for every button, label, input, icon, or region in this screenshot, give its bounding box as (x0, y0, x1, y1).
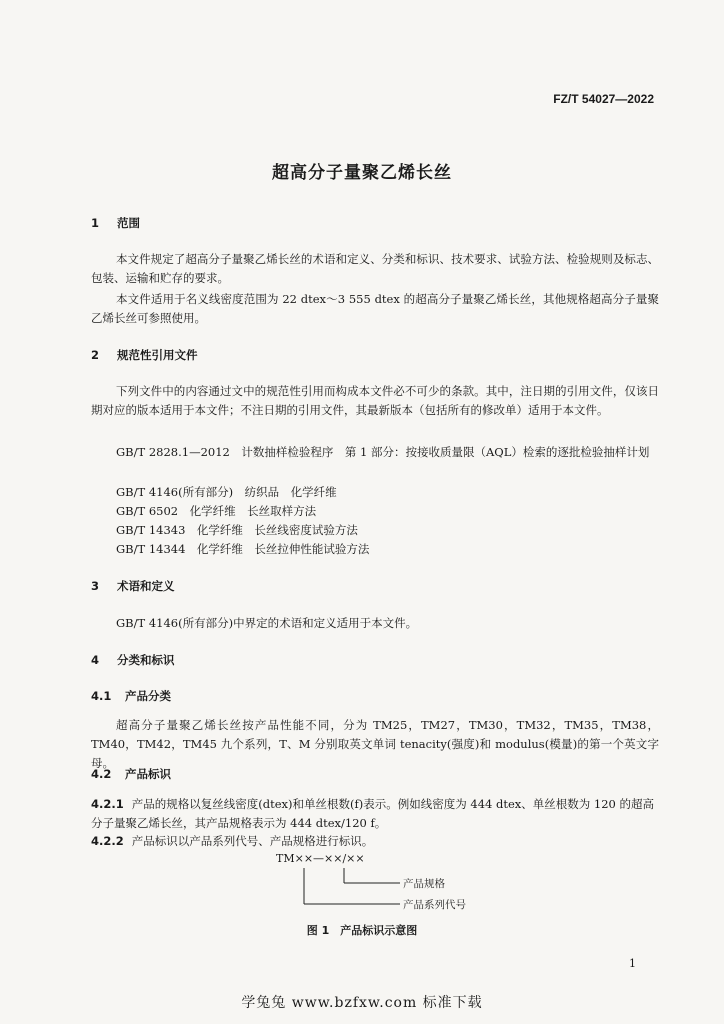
section-number: 4 (91, 653, 100, 667)
section-4-heading (91, 652, 175, 668)
section-3-heading (91, 578, 175, 594)
section-1-para-2: 本文件适用于名义线密度范围为 22 dtex～3 555 dtex 的超高分子量聚乙烯长丝，其他规格超高分子量聚乙烯长丝可参照使用。 (91, 292, 659, 325)
subsection-number: 4.2 (91, 767, 112, 781)
subsection-4-1-heading (91, 688, 171, 704)
section-2-heading (91, 347, 198, 363)
clause-text: 产品标识以产品系列代号、产品规格进行标识。 (131, 834, 374, 848)
clause-4-2-1 (91, 795, 661, 833)
section-1-heading (91, 215, 140, 231)
reference-item: GB/T 14344 化学纤维 长丝拉伸性能试验方法 (116, 542, 370, 556)
section-2-para-1: 下列文件中的内容通过文中的规范性引用而构成本文件必不可少的条款。其中，注日期的引用文件，仅该日期对应的版本适用于本文件；不注日期的引用文件，其最新版本（包括所有的修改单）适用于本文件。 (91, 384, 659, 417)
section-title: 术语和定义 (117, 579, 175, 593)
reference-item: GB/T 2828.1—2012 计数抽样检验程序 第 1 部分：按接收质量限（AQL）检索的逐批检验抽样计划 (116, 445, 650, 459)
figure-caption: 图 1 产品标识示意图 (306, 924, 418, 937)
section-title: 规范性引用文件 (117, 348, 198, 362)
label-series-code: 产品系列代号 (403, 899, 466, 911)
section-title: 分类和标识 (117, 653, 175, 667)
section-number: 3 (91, 579, 100, 593)
reference-item: GB/T 4146(所有部分) 纺织品 化学纤维 (116, 485, 337, 499)
section-title: 范围 (117, 216, 141, 230)
clause-number: 4.2.2 (91, 834, 124, 848)
section-number: 1 (91, 216, 100, 230)
subsection-4-1-para: 超高分子量聚乙烯长丝按产品性能不同，分为 TM25，TM27，TM30，TM32，TM35，TM38，TM40，TM42，TM45 九个系列，T、M 分别取英文单词 tenacity(强度)和 modulus(模量)的第一个英文字母。 (91, 718, 659, 770)
page-number: 1 (629, 957, 636, 970)
subsection-title: 产品分类 (125, 689, 172, 703)
section-1-para-1: 本文件规定了超高分子量聚乙烯长丝的术语和定义、分类和标识、技术要求、试验方法、检验规则及标志、包装、运输和贮存的要求。 (91, 252, 659, 285)
reference-item: GB/T 6502 化学纤维 长丝取样方法 (116, 504, 317, 518)
marking-formula: TM××—××/×× (276, 852, 365, 865)
section-3-para-1: GB/T 4146(所有部分)中界定的术语和定义适用于本文件。 (116, 616, 418, 630)
subsection-number: 4.1 (91, 689, 112, 703)
clause-text: 产品的规格以复丝线密度(dtex)和单丝根数(f)表示。例如线密度为 444 dtex、单丝根数为 120 的超高分子量聚乙烯长丝，其产品规格表示为 444 dtex/120 f。 (91, 797, 655, 830)
document-title: 超高分子量聚乙烯长丝 (272, 163, 452, 183)
footer-watermark: 学兔兔 www.bzfxw.com 标准下载 (241, 995, 483, 1011)
reference-item: GB/T 14343 化学纤维 长丝线密度试验方法 (116, 523, 358, 537)
clause-number: 4.2.1 (91, 797, 124, 811)
product-marking-diagram (260, 846, 500, 916)
subsection-title: 产品标识 (125, 767, 172, 781)
section-number: 2 (91, 348, 100, 362)
subsection-4-2-heading (91, 766, 171, 782)
standard-code: FZ/T 54027—2022 (553, 92, 654, 106)
label-product-spec: 产品规格 (403, 878, 445, 890)
